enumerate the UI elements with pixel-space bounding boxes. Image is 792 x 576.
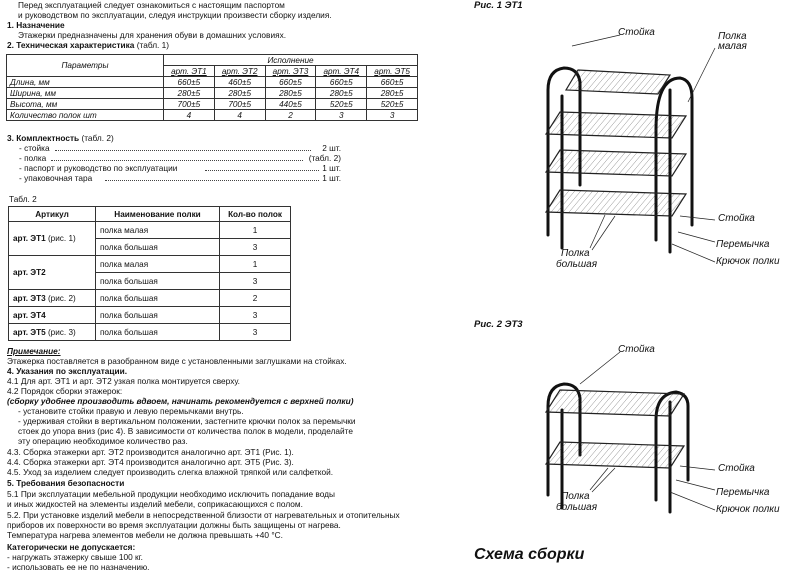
usage-title: 4. Указания по эксплуатации. [7,366,128,376]
usage-p5: 4.5. Уход за изделием следует производить слегка влажной тряпкой или салфеткой. [7,467,334,477]
prohibited-item-1: - нагружать этажерку свыше 100 кг. [7,552,143,562]
table2-art-cell [9,290,96,307]
kit-heading [7,133,114,143]
kit-item-qty: 1 шт. [322,173,341,183]
figure2-leaders [580,352,715,510]
art-code: арт. ЭТ4 [13,310,46,320]
specs-row-length [7,77,418,88]
art-code: арт. ЭТ1 [13,234,46,243]
specs-title: 2. Техническая характеристика [7,40,135,50]
shelf-big-3 [546,150,686,176]
intro-line-1: Перед эксплуатацией следует ознакомиться с настоящим паспортом [18,0,285,10]
kit-item-1 [19,143,341,153]
usage-p2: 4.2 Порядок сборки этажерок: [7,386,123,396]
usage-emphasis: (сборку удобнее производить вдвоем, начинать рекомендуется с верхней полки) [7,396,354,406]
fig1-label-small-shelf-1: Полка [718,31,747,42]
specs-cell: 3 [367,110,418,121]
fig1-label-big-shelf-1: Полка [561,248,590,259]
shelf-small-top [566,70,670,94]
table2-qty-cell: 1 [220,256,291,273]
fig1-label-big-shelf-2: большая [556,259,598,270]
kit-item-name: - стойка [19,143,50,153]
safety-line-4: приборов их поверхности во время эксплуатации должны быть защищены от нагрева. [7,520,341,530]
figure1-rack-drawing [520,20,720,270]
table2-header-qty: Кол-во полок [220,207,291,222]
specs-row-label: Ширина, мм [7,88,164,99]
table2-art-cell [9,256,96,290]
specs-row-label: Высота, мм [7,99,164,110]
specs-cell: 520±5 [316,99,367,110]
specs-col-exec: Исполнение [164,55,418,66]
note-title: Примечание: [7,346,61,356]
specs-cell: 3 [316,110,367,121]
figure2-title: Рис. 2 ЭТ3 [474,319,523,330]
usage-step-3: стоек до упора вниз (рис 4). В зависимости от количества полок в модели, проделайте [18,426,353,436]
art-code: арт. ЭТ5 [13,327,46,337]
kit-item-2 [19,153,341,163]
specs-cell: 700±5 [214,99,265,110]
art-note: (рис. 2) [47,293,76,303]
specs-row-height [7,99,418,110]
specs-cell: 4 [214,110,265,121]
specs-cell: 2 [265,110,316,121]
table2-name-cell: полка большая [96,239,220,256]
usage-p4: 4.4. Сборка этажерки арт. ЭТ4 производится аналогично арт. ЭТ5 (Рис. 3). [7,457,294,467]
safety-line-2: и иных жидкостей на элементы изделий мебели, соприкасающихся с полом. [7,499,303,509]
table2-qty-cell: 3 [220,239,291,256]
fig1-label-hook: Крючок полки [716,256,780,267]
specs-model-4: арт. ЭТ4 [316,66,367,77]
figure2-rack-drawing [520,340,720,540]
table2-header-art: Артикул [9,207,96,222]
table2-header-name: Наименование полки [96,207,220,222]
purpose-title: 1. Назначение [7,20,65,30]
kit-item-name: - полка [19,153,47,163]
fig1-label-stand-top: Стойка [618,27,655,38]
table2-name-cell: полка большая [96,290,220,307]
specs-model-5: арт. ЭТ5 [367,66,418,77]
figure2-shelves [546,390,684,468]
kit-item-3 [19,163,341,173]
prohibited-item-2: - использовать ее не по назначению. [7,562,150,572]
usage-step-2: - удерживая стойки в вертикальном положении, застегните крючки полок за перемычки [18,416,356,426]
safety-line-1: 5.1 При эксплуатации мебельной продукции необходимо исключить попадание воды [7,489,335,499]
art-note: (рис. 1) [47,234,76,243]
assembly-scheme-title: Схема сборки [474,546,585,563]
note-text: Этажерка поставляется в разобранном виде с установленными заглушками на стойках. [7,356,347,366]
specs-cell: 280±5 [316,88,367,99]
safety-line-3: 5.2. При установке изделий мебели в непосредственной близости от нагревательных и отопительных [7,510,400,520]
fig1-label-crossbar: Перемычка [716,239,770,250]
specs-cell: 700±5 [164,99,215,110]
safety-title: 5. Требования безопасности [7,478,125,488]
kit-item-qty: 1 шт. [322,163,341,173]
specs-table [6,54,418,121]
fig2-label-big-shelf-1: Полка [561,491,590,502]
kit-dots [51,160,303,161]
table2-art-cell [9,307,96,324]
table2-name-cell: полка большая [96,324,220,341]
table2-art-cell [9,222,96,256]
kit-item-name: - паспорт и руководство по эксплуатации [19,163,178,173]
specs-cell: 440±5 [265,99,316,110]
fig2-label-stand-top: Стойка [618,344,655,355]
specs-model-1: арт. ЭТ1 [164,66,215,77]
table2-name-cell: полка малая [96,222,220,239]
intro-line-2: и руководством по эксплуатации, следуя инструкции произвести сборку изделия. [18,10,332,20]
shelves-table [8,206,291,341]
kit-title: 3. Комплектность [7,133,80,143]
kit-dots [205,170,319,171]
kit-table-ref: (табл. 2) [81,133,114,143]
usage-step-1: - установите стойки правую и левую перемычками внутрь. [18,406,244,416]
usage-step-4: эту операцию необходимое количество раз. [18,436,188,446]
specs-cell: 660±5 [265,77,316,88]
table2-qty-cell: 1 [220,222,291,239]
art-code: арт. ЭТ2 [13,268,46,277]
table2-qty-cell: 3 [220,307,291,324]
fig2-label-big-shelf-2: большая [556,502,598,513]
shelf-big-4 [546,190,686,216]
table2-caption: Табл. 2 [9,194,37,204]
table2-art-cell [9,324,96,341]
specs-col-param: Параметры [7,55,164,77]
specs-model-2: арт. ЭТ2 [214,66,265,77]
specs-cell: 660±5 [164,77,215,88]
table2-qty-cell: 3 [220,324,291,341]
purpose-text: Этажерки предназначены для хранения обуви в домашних условиях. [18,30,287,40]
table2-name-cell: полка большая [96,307,220,324]
kit-dots [105,180,319,181]
kit-item-qty: 2 шт. [322,143,341,153]
kit-item-qty: (табл. 2) [308,153,341,163]
specs-table-ref: (табл. 1) [136,40,170,50]
fig1-label-small-shelf-2: малая [718,41,747,52]
usage-p3: 4.3. Сборка этажерки арт. ЭТ2 производится аналогично арт. ЭТ1 (Рис. 1). [7,447,294,457]
specs-cell: 660±5 [367,77,418,88]
specs-cell: 4 [164,110,215,121]
art-note: (рис. 3) [47,327,76,337]
specs-row-label: Количество полок шт [7,110,164,121]
specs-cell: 280±5 [164,88,215,99]
table2-name-cell: полка большая [96,273,220,290]
specs-cell: 520±5 [367,99,418,110]
specs-cell: 460±5 [214,77,265,88]
safety-line-5: Температура нагрева элементов мебели не должна превышать +40 °С. [7,530,283,540]
kit-item-4 [19,173,341,183]
usage-p1: 4.1 Для арт. ЭТ1 и арт. ЭТ2 узкая полка монтируется сверху. [7,376,240,386]
figure1-shelves [546,70,686,216]
specs-cell: 280±5 [367,88,418,99]
figure1-leaders [572,35,715,262]
shelf-big-2 [546,112,686,138]
kit-item-name: - упаковочная тара [19,173,93,183]
specs-cell: 660±5 [316,77,367,88]
specs-row-width [7,88,418,99]
kit-dots [55,150,311,151]
table2-qty-cell: 2 [220,290,291,307]
specs-row-label: Длина, мм [7,77,164,88]
shelf-big-top [546,390,684,416]
table2-name-cell: полка малая [96,256,220,273]
fig2-label-hook: Крючок полки [716,504,780,515]
specs-model-3: арт. ЭТ3 [265,66,316,77]
shelf-big-bottom [546,442,684,468]
figure1-title: Рис. 1 ЭТ1 [474,0,523,11]
specs-heading [7,40,169,50]
table2-qty-cell: 3 [220,273,291,290]
art-code: арт. ЭТ3 [13,293,46,303]
fig2-label-crossbar: Перемычка [716,487,770,498]
specs-row-shelves [7,110,418,121]
fig2-label-stand: Стойка [718,463,755,474]
specs-cell: 280±5 [265,88,316,99]
prohibited-title: Категорически не допускается: [7,542,136,552]
specs-cell: 280±5 [214,88,265,99]
fig1-label-stand: Стойка [718,213,755,224]
